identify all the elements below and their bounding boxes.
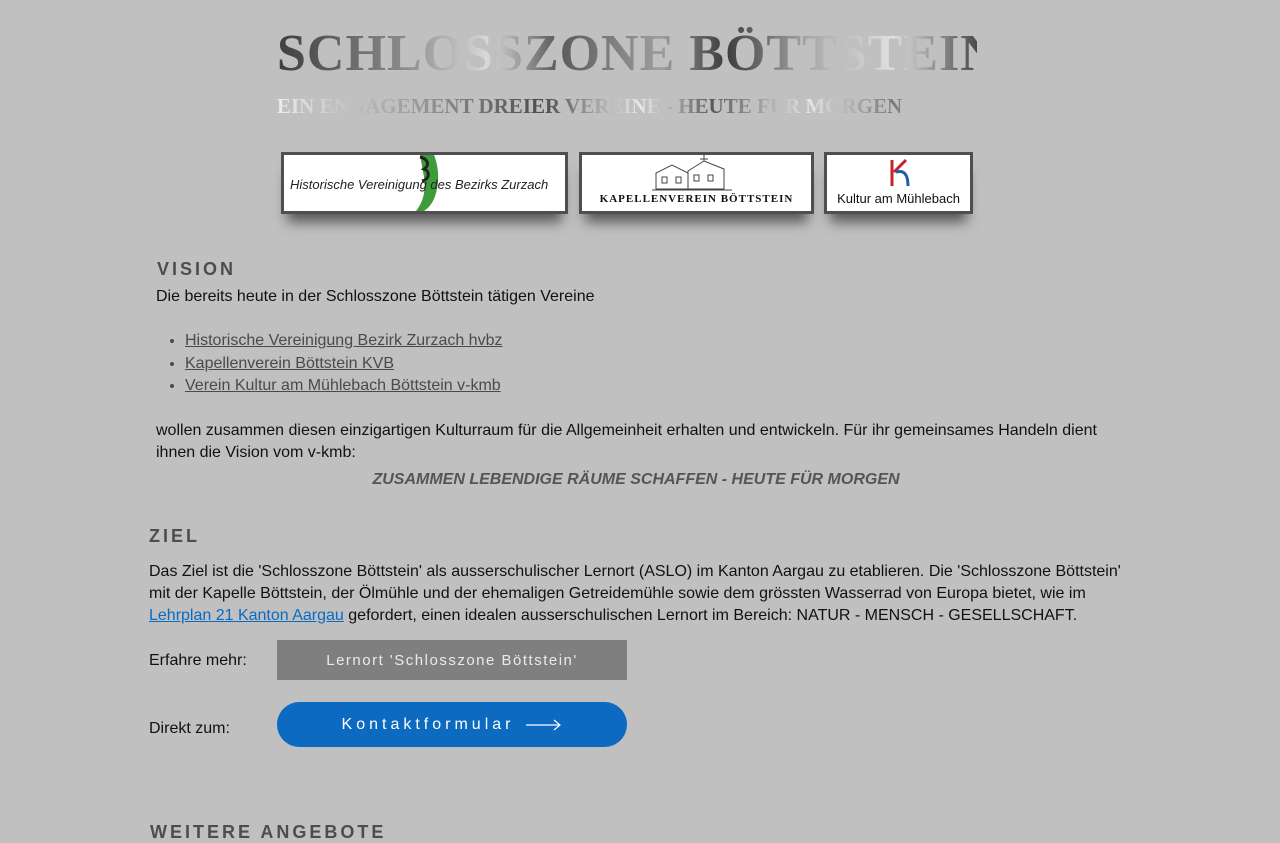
lehrplan-link[interactable]: Lehrplan 21 Kanton Aargau	[149, 607, 344, 624]
direkt-zum-label: Direkt zum:	[149, 720, 230, 737]
hvbz-link[interactable]: Historische Vereinigung Bezirk Zurzach hvbz	[185, 332, 503, 349]
hvbz-logo-text: Historische Vereinigung des Bezirks Zurzach	[290, 177, 549, 192]
k-letter-logo-icon	[888, 158, 912, 188]
list-item	[185, 330, 502, 353]
vision-heading: VISION	[157, 259, 237, 279]
weitere-angebote-heading: WEITERE ANGEBOTE	[150, 822, 387, 842]
kvb-logo-text: KAPELLENVEREIN BÖTTSTEIN	[599, 193, 794, 205]
kontaktformular-button[interactable]	[277, 702, 627, 747]
vision-motto: ZUSAMMEN LEBENDIGE RÄUME SCHAFFEN - HEUTE FÜR MORGEN	[372, 471, 900, 488]
erfahre-mehr-label: Erfahre mehr:	[149, 652, 247, 669]
hvbz-logo-link[interactable]	[281, 152, 568, 214]
ziel-paragraph	[149, 561, 1134, 627]
vision-intro: Die bereits heute in der Schlosszone Böttstein tätigen Vereine	[156, 288, 595, 305]
ziel-heading: ZIEL	[149, 526, 200, 546]
vision-body: wollen zusammen diesen einzigartigen Kulturraum für die Allgemeinheit erhalten und entwickeln. Für ihr gemeinsames Handeln dient ihnen die Vision vom v-kmb:	[156, 422, 1097, 461]
vkmb-link[interactable]: Verein Kultur am Mühlebach Böttstein v-kmb	[185, 377, 501, 394]
ziel-text-before: Das Ziel ist die 'Schlosszone Böttstein' als ausserschulischer Lernort (ASLO) im Kanton Aargau zu etablieren. Die 'Schlosszone Böttstein' mit der Kapelle Böttstein, der Ölmühle und der ehemaligen Getreidemühle sowie dem grössten Wasserrad von Europa bietet, wie im	[149, 563, 1121, 602]
vkmb-logo-text: Kultur am Mühlebach	[837, 191, 960, 206]
vision-link-list	[159, 330, 502, 398]
arrow-right-icon	[526, 719, 562, 731]
site-title: SCHLOSSZONE BÖTTSTEIN	[277, 25, 999, 82]
chapel-building-icon	[652, 155, 732, 191]
site-subtitle: EIN ENGAGEMENT DREIER VEREINE - HEUTE FÜR MORGEN	[277, 94, 977, 118]
vkmb-logo-link[interactable]	[824, 152, 973, 214]
kvb-logo-link[interactable]	[579, 152, 814, 214]
lernort-button[interactable]	[277, 640, 627, 680]
kontaktformular-button-label: Kontaktformular	[341, 715, 515, 733]
list-item	[185, 375, 502, 398]
kvb-link[interactable]: Kapellenverein Böttstein KVB	[185, 354, 395, 372]
ziel-text-after: gefordert, einen idealen ausserschulischen Lernort im Bereich: NATUR - MENSCH - GESELLSCHAFT.	[343, 607, 1078, 624]
lernort-button-label: Lernort 'Schlosszone Böttstein'	[326, 651, 578, 669]
list-item	[185, 353, 502, 376]
